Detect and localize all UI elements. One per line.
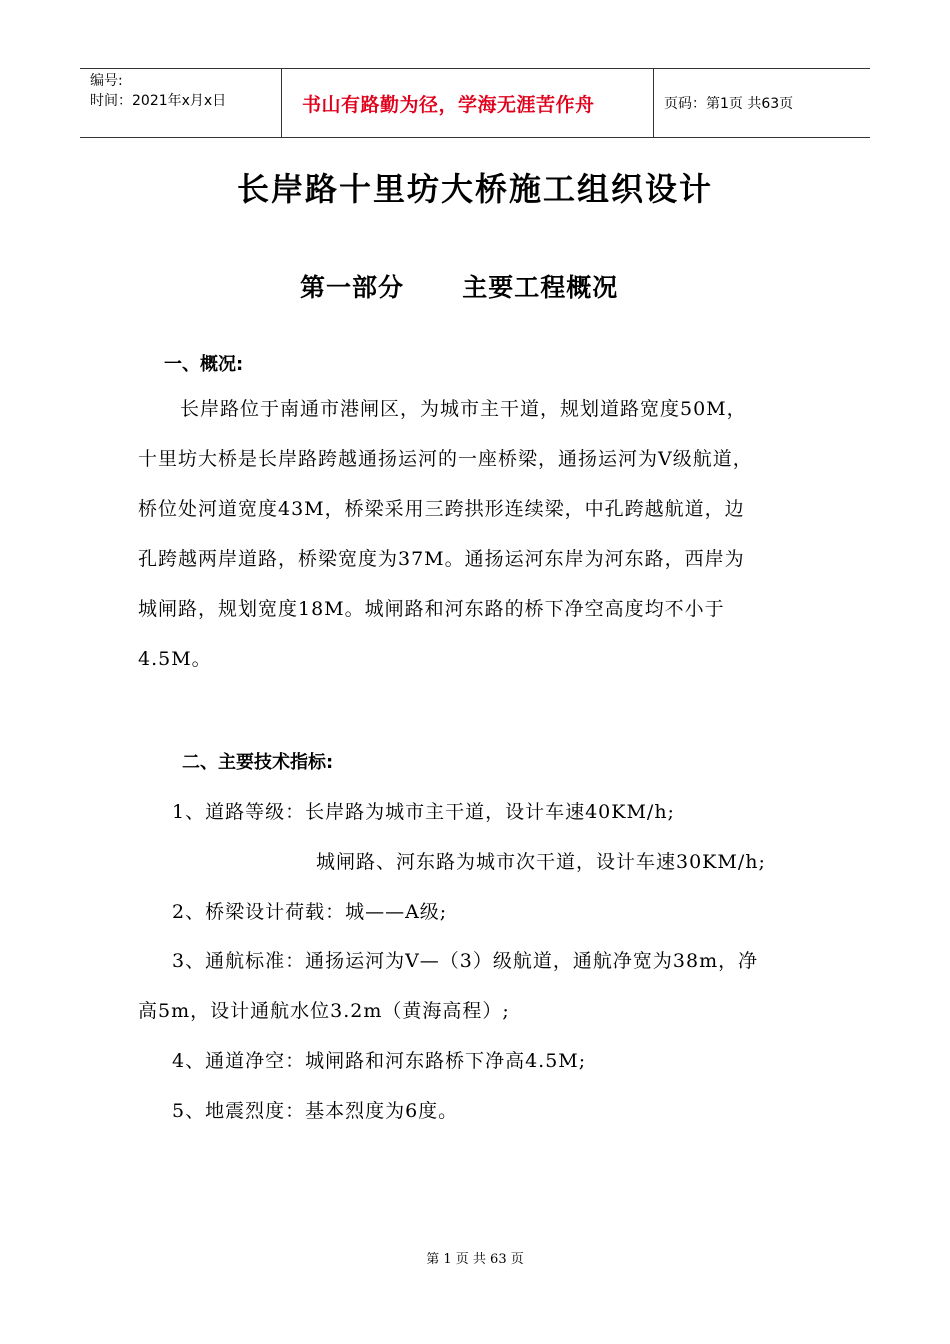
paragraph-line: 十里坊大桥是长岸路跨越通扬运河的一座桥梁，通扬运河为Ⅴ级航道， xyxy=(138,448,753,470)
spec-item-road-grade: 1、道路等级：长岸路为城市主干道，设计车速40KM/h; xyxy=(172,801,675,823)
paragraph-line: 长岸路位于南通市港闸区，为城市主干道，规划道路宽度50M， xyxy=(180,398,747,420)
overview-paragraph xyxy=(138,384,838,684)
paragraph-line: 桥位处河道宽度43M，桥梁采用三跨拱形连续梁，中孔跨越航道，边 xyxy=(138,498,745,520)
page-info: 页码：第1页 共63页 xyxy=(664,96,794,112)
paragraph-line: 城闸路，规划宽度18M。城闸路和河东路的桥下净空高度均不小于 xyxy=(138,598,725,620)
page-footer: 第 1 页 共 63 页 xyxy=(426,1252,524,1267)
time-label: 时间：2021年x月x日 xyxy=(90,93,227,109)
motto-text: 书山有路勤为径，学海无涯苦作舟 xyxy=(302,93,595,116)
spec-item-navigation-cont: 高5m，设计通航水位3.2m（黄海高程）; xyxy=(138,1000,510,1022)
header-page-cell xyxy=(654,69,870,137)
header-meta-cell xyxy=(80,69,282,137)
part-title: 第一部分 主要工程概况 xyxy=(300,273,619,302)
document-title: 长岸路十里坊大桥施工组织设计 xyxy=(236,170,713,208)
document-header xyxy=(80,68,870,138)
spec-item-seismic: 5、地震烈度：基本烈度为6度。 xyxy=(172,1100,459,1122)
spec-item-road-grade-cont: 城闸路、河东路为城市次干道，设计车速30KM/h; xyxy=(316,851,766,873)
spec-item-clearance: 4、通道净空：城闸路和河东路桥下净高4.5M; xyxy=(172,1050,587,1072)
spec-item-bridge-load: 2、桥梁设计荷载：城——A级; xyxy=(172,901,448,923)
number-label: 编号: xyxy=(90,73,123,89)
section-heading-technical: 二、主要技术指标: xyxy=(182,752,334,773)
paragraph-line: 4.5M。 xyxy=(138,648,212,670)
header-motto-cell xyxy=(282,69,654,137)
spec-item-navigation: 3、通航标准：通扬运河为Ⅴ—（3）级航道，通航净宽为38m，净 xyxy=(172,950,759,972)
section-heading-overview: 一、概况: xyxy=(164,354,244,375)
paragraph-line: 孔跨越两岸道路，桥梁宽度为37M。通扬运河东岸为河东路，西岸为 xyxy=(138,548,745,570)
